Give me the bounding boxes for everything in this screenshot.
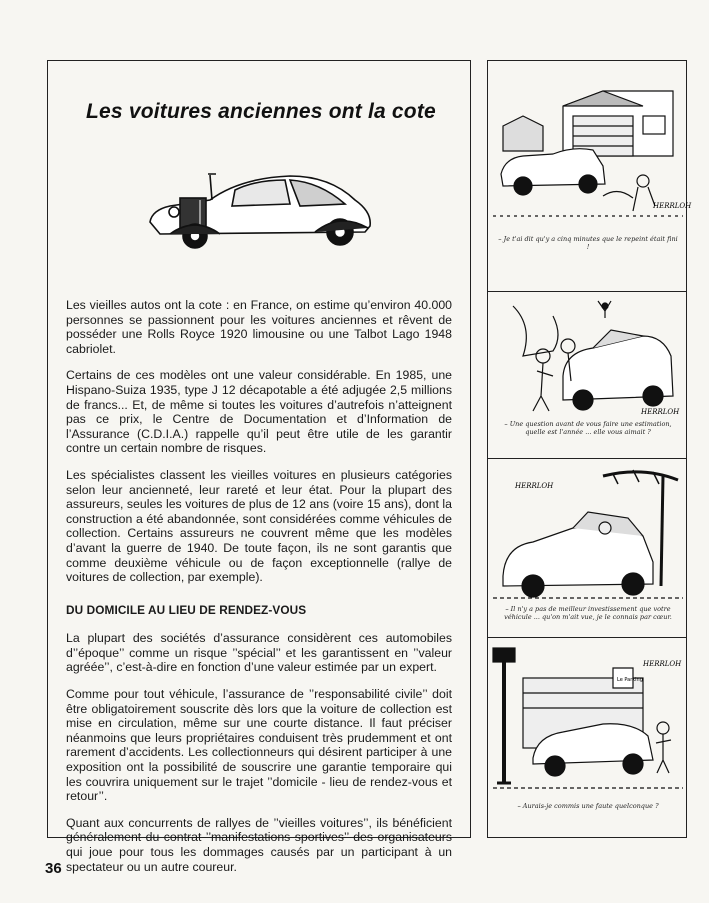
signature: HERRLOH xyxy=(653,202,692,210)
garage-cartoon xyxy=(493,86,692,236)
paragraph: Les vieilles autos ont la cote : en France, on estime qu’environ 40.000 personnes se passionnent pour les voitures anciennes et rêvent de posséder une Rolls Royce 1920 limousine ou une Talbot Lago 1948 cabriolet. xyxy=(66,298,452,356)
paragraph: Les spécialistes classent les vieilles voitures en plusieurs catégories selon leur ancienneté, leur rareté et leur état. Pour la plupart des assureurs, seules les voitures de plus de 12 ans (voire 15 ans), dont la construction a été abandonnée, sont considérées comme véhicules de collection. Certains assureurs ne couvrent même que les modèles d’avant la guerre de 1940. De toute façon, ils ne sont garantis que comme deuxième véhicule ou de façon exceptionnelle (rallye de voitures de collection, par exemple). xyxy=(66,467,452,585)
paragraph: Certains de ces modèles ont une valeur considérable. En 1985, une Hispano-Suiza 1935, type J 12 décapotable a été adjugée 2,5 millions de francs... Et, de même si toutes les voitures d’autrefois n’atteignent pas ce prix, le Centre de Documentation et d’Information de l’Assurance (C.D.I.A.) rappelle qu’il peut être utile de les garantir contre un certain nombre de risques. xyxy=(66,368,452,456)
parking-cartoon xyxy=(493,648,683,803)
cartoon-panel-garage xyxy=(493,86,692,251)
expert-cartoon xyxy=(493,296,683,421)
panel-divider xyxy=(487,291,687,292)
vintage-car-illustration xyxy=(140,160,380,250)
cartoon-panel-tree xyxy=(493,466,683,621)
subheading: DU DOMICILE AU LIEU DE RENDEZ-VOUS xyxy=(66,602,307,617)
cartoon-caption: – Je t'ai dit qu'y a cinq minutes que le repeint était fini ! xyxy=(498,235,678,251)
tree-cartoon xyxy=(493,466,683,606)
paragraph: Quant aux concurrents de rallyes de ’’vieilles voitures’’, ils bénéficient généralement du contrat ’’manifestations sportives’’ des organisateurs qui joue pour tous les dommages causés par un participant à un spectateur ou un autre coureur. xyxy=(66,815,452,874)
cartoon-panel-expert xyxy=(493,296,683,436)
svg-text:HERRLOH: HERRLOH xyxy=(515,482,554,490)
article-title: Les voitures anciennes ont la cote xyxy=(86,100,436,123)
parking-sign: Le Parking xyxy=(617,677,643,683)
paragraph: La plupart des sociétés d’assurance considèrent ces automobiles d’’époque’’ comme un risque ’’spécial’’ et les garantissent en ’’valeur agréée’’, c’est-à-dire en fonction d’une valeur estimée par un expert. xyxy=(66,631,452,675)
panel-divider xyxy=(487,637,687,638)
cartoon-caption: – Aurais-je commis une faute quelconque ? xyxy=(517,802,659,810)
cartoon-caption: – Il n'y a pas de meilleur investissement que votre véhicule ... qu'on m'ait vue, je le connais par cœur. xyxy=(504,605,672,621)
page-number: 36 xyxy=(45,860,62,877)
panel-divider xyxy=(487,458,687,459)
svg-text:HERRLOH: HERRLOH xyxy=(641,408,680,416)
article-body xyxy=(66,298,452,886)
svg-text:HERRLOH: HERRLOH xyxy=(643,660,682,668)
cartoon-caption: – Une question avant de vous faire une estimation, quelle est l'année ... elle vous aimait ? xyxy=(504,420,672,436)
cartoon-panel-parking xyxy=(493,648,683,811)
paragraph: Comme pour tout véhicule, l’assurance de ’’responsabilité civile’’ doit être obligatoirement souscrite dès lors que la voiture de collection est mise en circulation, même sur une courte distance. Il faut préciser néanmoins que leurs propriétaires conduisent très prudemment et ont rarement d’accidents. Les collectionneurs qui désirent participer à une exposition ont la possibilité de souscrire une garantie temporaire qui les couvrira uniquement sur le trajet ’’domicile - lieu de rendez-vous et retour’’. xyxy=(66,687,452,804)
